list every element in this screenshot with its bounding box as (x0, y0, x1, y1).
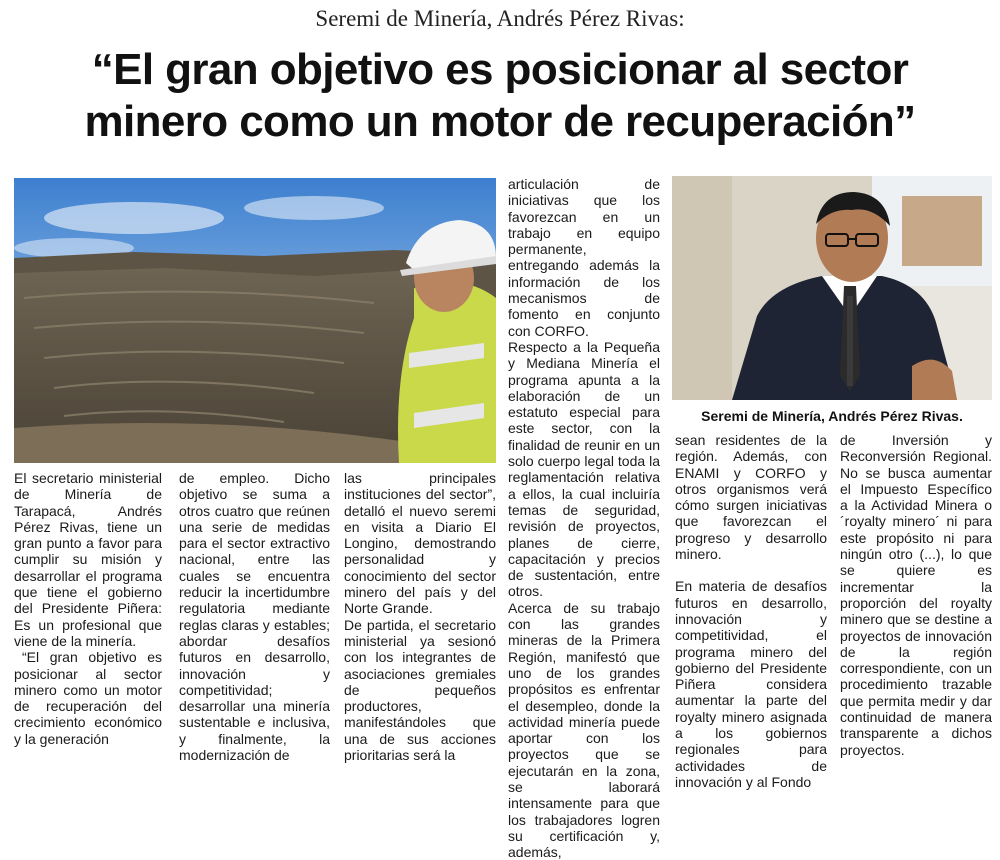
paragraph: Acerca de su trabajo con las grandes mineras de la Primera Región, manifestó que uno de los grandes propósitos es enfrentar el desempleo, donde la actividad minería puede aportar con los proyectos que se ejecutarán en la zona, se laborará intensamente para que los trabajadores logren su certificación y, además, (508, 599, 660, 860)
paragraph: El secretario ministerial de Minería de Tarapacá, Andrés Pérez Rivas, tiene un gran punto a favor para cumplir su misión y desarrollar el programa que tiene el gobierno del Presidente Piñera: Es un profesional que viene de la minería. (14, 470, 162, 649)
paragraph: sean residentes de la región. Además, con ENAMI y CORFO y otros organismos verá cómo surgen iniciativas que favorezcan el progreso y desarrollo minero. (675, 432, 827, 563)
paragraph: de empleo. Dicho objetivo se suma a otros cuatro que reúnen una serie de medidas para el sector extractivo nacional, entre las cuales se encuentra reducir la incertidumbre regulatoria mediante reglas claras y estables; abordar desafíos futuros en desarrollo, innovación y competitividad; desarrollar una minería sustentable e inclusiva, y finalmente, la modernización de (179, 470, 330, 764)
article-column-2 (179, 470, 330, 764)
paragraph: de Inversión y Reconversión Regional. No se busca aumentar el Impuesto Específico a la Actividad Minera o ´royalty minero´ ni para este propósito ni para ningún otro (...), lo que se quiere es incrementar la proporción del royalty minero que se destine a proyectos de innovación de la región correspondiente, con un procedimiento trazable que permita medir y dar continuidad de manera transparente a dichos proyectos. (840, 432, 992, 758)
photo-caption: Seremi de Minería, Andrés Pérez Rivas. (701, 408, 963, 424)
portrait-photo (672, 176, 992, 400)
headline-line-2: minero como un motor de recuperación” (84, 97, 916, 146)
article-column-1 (14, 470, 162, 747)
article-column-5 (675, 432, 827, 790)
mine-photo (14, 178, 496, 463)
paragraph: las principales instituciones del sector”, detalló el nuevo seremi en visita a Diario El Longino, demostrando personalidad y conocimiento del sector minero del país y del Norte Grande. (344, 470, 496, 617)
article-column-4 (508, 176, 660, 860)
paragraph: De partida, el secretario ministerial ya sesionó con los integrantes de asociaciones gremiales de pequeños productores, manifestándoles que una de sus acciones prioritarias será la (344, 616, 496, 764)
paragraph: “El gran objetivo es posicionar al sector minero como un motor de recuperación del crecimiento económico y la generación (14, 649, 162, 747)
paragraph: En materia de desafíos futuros en desarrollo, innovación y competitividad, el programa minero del gobierno del Presidente Piñera considera aumentar la parte del royalty minero asignada a los gobiernos regionales para actividades de innovación y al Fondo (675, 578, 827, 790)
article-column-3 (344, 470, 496, 764)
article-column-6 (840, 432, 992, 758)
paragraph: Respecto a la Pequeña y Mediana Minería el programa apunta a la elaboración de un estatuto especial para este sector, con la finalidad de reunir en un solo cuerpo legal toda la reglamentación relativa a ellos, la cual incluiría temas de seguridad, revisión de proyectos, planes de cierre, capacitación y precios de sustentación, entre otros. (508, 338, 660, 600)
article-headline (0, 44, 1000, 148)
article-kicker: Seremi de Minería, Andrés Pérez Rivas: (315, 6, 685, 31)
paragraph: articulación de iniciativas que los favorezcan en un trabajo en equipo permanente, entregando además la información de los mecanismos de fomento en conjunto con CORFO. (508, 176, 660, 339)
headline-line-1: “El gran objetivo es posicionar al sector (91, 45, 909, 94)
